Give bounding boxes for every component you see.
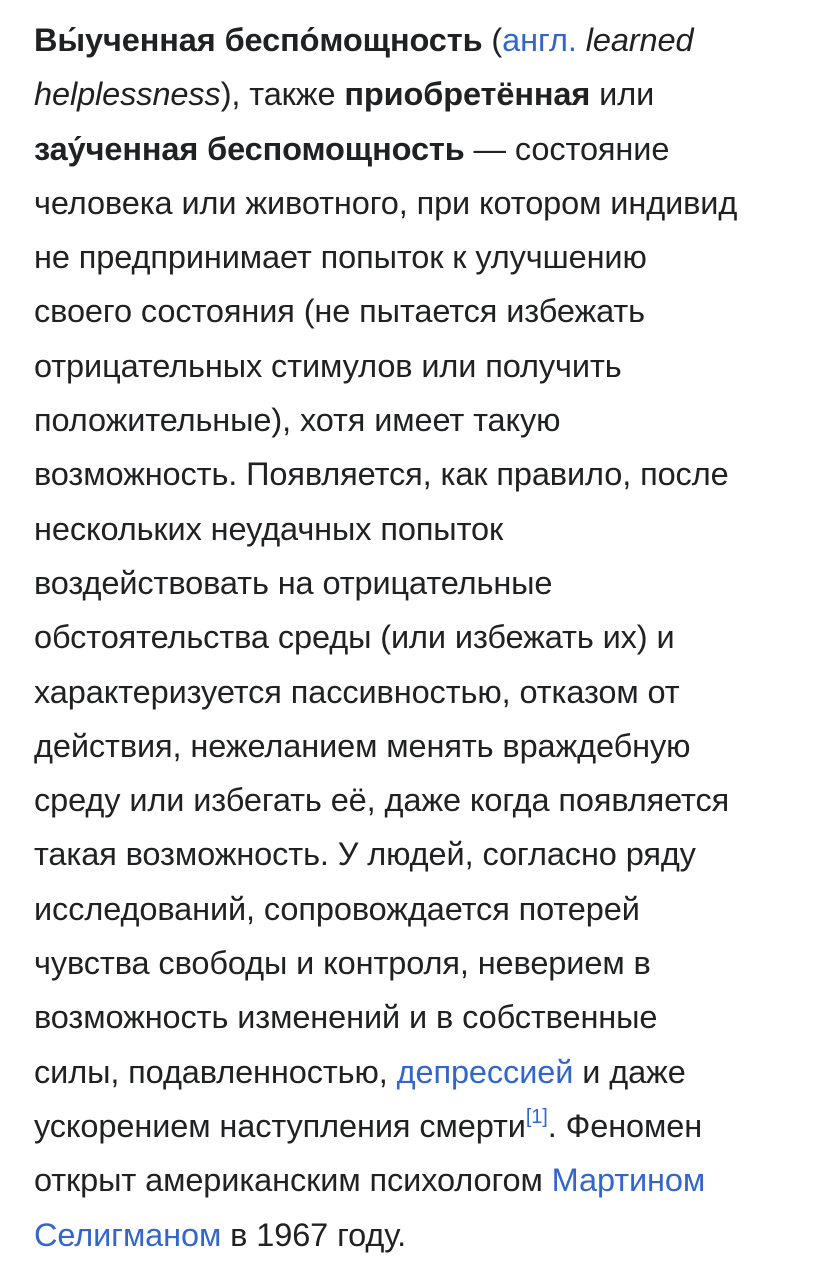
english-term-cont: helplessness (34, 76, 221, 113)
paragraph-line: характеризуется пассивностью, отказом от (34, 673, 680, 710)
reference-link[interactable]: [1] (525, 1105, 548, 1128)
paragraph-line: нескольких неудачных попыток (34, 510, 504, 547)
paren-open: ( (482, 22, 503, 58)
paragraph-line: исследований, сопровождается потерей (34, 890, 640, 927)
paragraph-line: такая возможность. У людей, согласно ряду (34, 836, 696, 873)
alt-term-learned: зау́ченная беспомощность (34, 130, 465, 167)
text-fragment: . Феномен (547, 1107, 703, 1144)
text-fragment: и даже (573, 1053, 686, 1090)
paragraph-line: возможность. Появляется, как правило, после (34, 456, 729, 493)
lang-abbr-link[interactable]: англ. (502, 22, 577, 58)
paragraph-line: возможность изменений и в собственные (34, 999, 658, 1036)
paragraph-line: не предпринимает попыток к улучшению (34, 239, 647, 276)
paragraph-line (34, 1153, 794, 1207)
paragraph-line: своего состояния (не пытается избежать (34, 293, 646, 330)
paragraph-line (34, 122, 794, 176)
text-fragment: открыт американским психологом (34, 1162, 552, 1199)
depression-link[interactable]: депрессией (396, 1053, 574, 1090)
english-term: learned (576, 22, 694, 58)
text-fragment: ускорением наступления смерти (34, 1107, 526, 1144)
text-fragment: — состояние (464, 130, 670, 167)
seligman-link[interactable]: Мартином (551, 1162, 706, 1199)
text-fragment: или (590, 76, 655, 113)
paragraph-line (34, 1099, 794, 1153)
seligman-link-cont[interactable]: Селигманом (34, 1216, 222, 1253)
paragraph-line (34, 1045, 794, 1099)
paragraph-line: положительные), хотя имеет такую (34, 402, 561, 439)
paragraph-line (34, 1208, 794, 1262)
paragraph-line: воздействовать на отрицательные (34, 564, 553, 601)
paragraph-line: среду или избегать её, даже когда появляется (34, 782, 730, 819)
paragraph-line (34, 67, 794, 121)
text-fragment: ), также (220, 76, 345, 113)
text-fragment: в 1967 году. (221, 1216, 407, 1253)
paragraph-line: отрицательных стимулов или получить (34, 347, 622, 384)
paragraph-line: действия, нежеланием менять враждебную (34, 727, 691, 764)
paragraph-line (34, 13, 794, 67)
text-fragment: силы, подавленностью, (34, 1053, 397, 1090)
article-body (34, 13, 794, 1262)
paragraph-line: человека или животного, при котором индивид (34, 184, 738, 221)
paragraph-line: чувства свободы и контроля, неверием в (34, 945, 651, 982)
paragraph-line: обстоятельства среды (или избежать их) и (34, 619, 675, 656)
intro-paragraph (34, 13, 794, 1262)
term-title: Вы́ученная беспо́мощность (34, 22, 483, 58)
alt-term-acquired: приобретённая (344, 76, 591, 113)
